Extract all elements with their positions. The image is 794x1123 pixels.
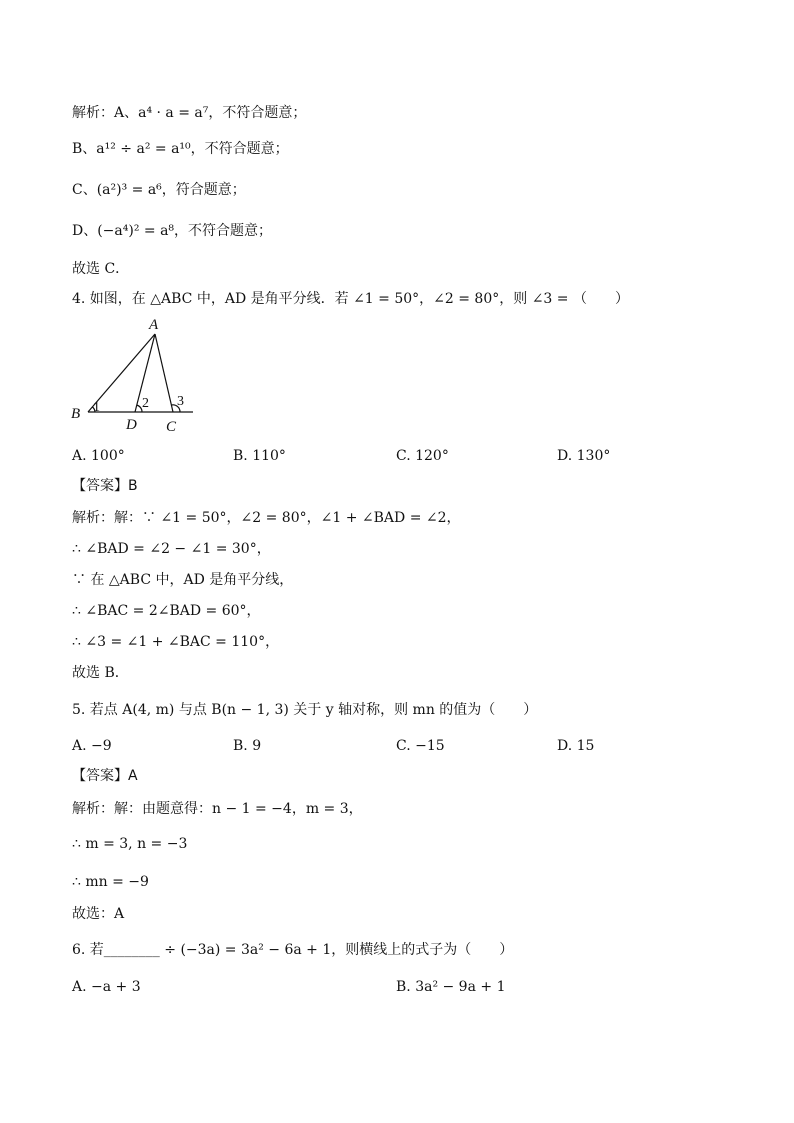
q4-option-b: B. 110° bbox=[233, 448, 286, 464]
label-b: B bbox=[71, 406, 81, 422]
q5-option-b: B. 9 bbox=[233, 738, 262, 754]
q4-analysis-5: ∴ ∠3 = ∠1 + ∠BAC = 110°， bbox=[72, 634, 280, 650]
label-angle2: 2 bbox=[142, 396, 149, 411]
q5-option-a: A. −9 bbox=[72, 738, 112, 754]
q5-stem: 5. 若点 A(4, m) 与点 B(n − 1, 3) 关于 y 轴对称，则 mn 的值为（ ） bbox=[72, 702, 538, 718]
q4-analysis-1: 解析：解：∵ ∠1 = 50°，∠2 = 80°，∠1 + ∠BAD = ∠2， bbox=[72, 510, 461, 526]
q4-conclusion: 故选 B． bbox=[72, 665, 129, 681]
label-a: A bbox=[149, 317, 159, 333]
q5-analysis-3: ∴ mn = −9 bbox=[72, 874, 149, 890]
q3-analysis-d: D、(−a⁴)² = a⁸，不符合题意； bbox=[72, 223, 273, 239]
label-d: D bbox=[126, 417, 137, 433]
segment-ac bbox=[155, 334, 173, 412]
q5-analysis-2: ∴ m = 3, n = −3 bbox=[72, 836, 188, 852]
q4-option-d: D. 130° bbox=[557, 448, 611, 464]
q4-triangle-figure bbox=[68, 314, 208, 438]
label-angle1: 1 bbox=[93, 400, 100, 415]
q3-analysis-b: B、a¹² ÷ a² = a¹⁰，不符合题意； bbox=[72, 141, 289, 157]
q5-option-c: C. −15 bbox=[396, 738, 445, 754]
q4-stem: 4. 如图，在 △ABC 中，AD 是角平分线．若 ∠1 = 50°，∠2 = 80°，则 ∠3 = （ ） bbox=[72, 291, 629, 307]
q6-option-b: B. 3a² − 9a + 1 bbox=[396, 979, 506, 995]
q5-answer: 【答案】A bbox=[72, 768, 138, 784]
q6-stem: 6. 若________ ÷ (−3a) = 3a² − 6a + 1，则横线上的式子为（ ） bbox=[72, 942, 514, 958]
q5-analysis-1: 解析：解：由题意得：n − 1 = −4，m = 3， bbox=[72, 801, 363, 817]
q4-analysis-4: ∴ ∠BAC = 2∠BAD = 60°， bbox=[72, 603, 261, 619]
q5-option-d: D. 15 bbox=[557, 738, 595, 754]
q4-answer: 【答案】B bbox=[72, 478, 138, 494]
label-c: C bbox=[166, 419, 177, 435]
q4-analysis-3: ∵ 在 △ABC 中，AD 是角平分线， bbox=[72, 572, 294, 588]
q4-option-c: C. 120° bbox=[396, 448, 449, 464]
q3-analysis-a: 解析：A、a⁴ · a = a⁷，不符合题意； bbox=[72, 105, 307, 121]
label-angle3: 3 bbox=[177, 394, 184, 409]
q3-conclusion: 故选 C． bbox=[72, 261, 130, 277]
q4-analysis-2: ∴ ∠BAD = ∠2 − ∠1 = 30°， bbox=[72, 541, 271, 557]
q5-conclusion: 故选：A bbox=[72, 906, 125, 922]
q4-option-a: A. 100° bbox=[72, 448, 125, 464]
q6-option-a: A. −a + 3 bbox=[72, 979, 141, 995]
q3-analysis-c: C、(a²)³ = a⁶，符合题意； bbox=[72, 182, 246, 198]
